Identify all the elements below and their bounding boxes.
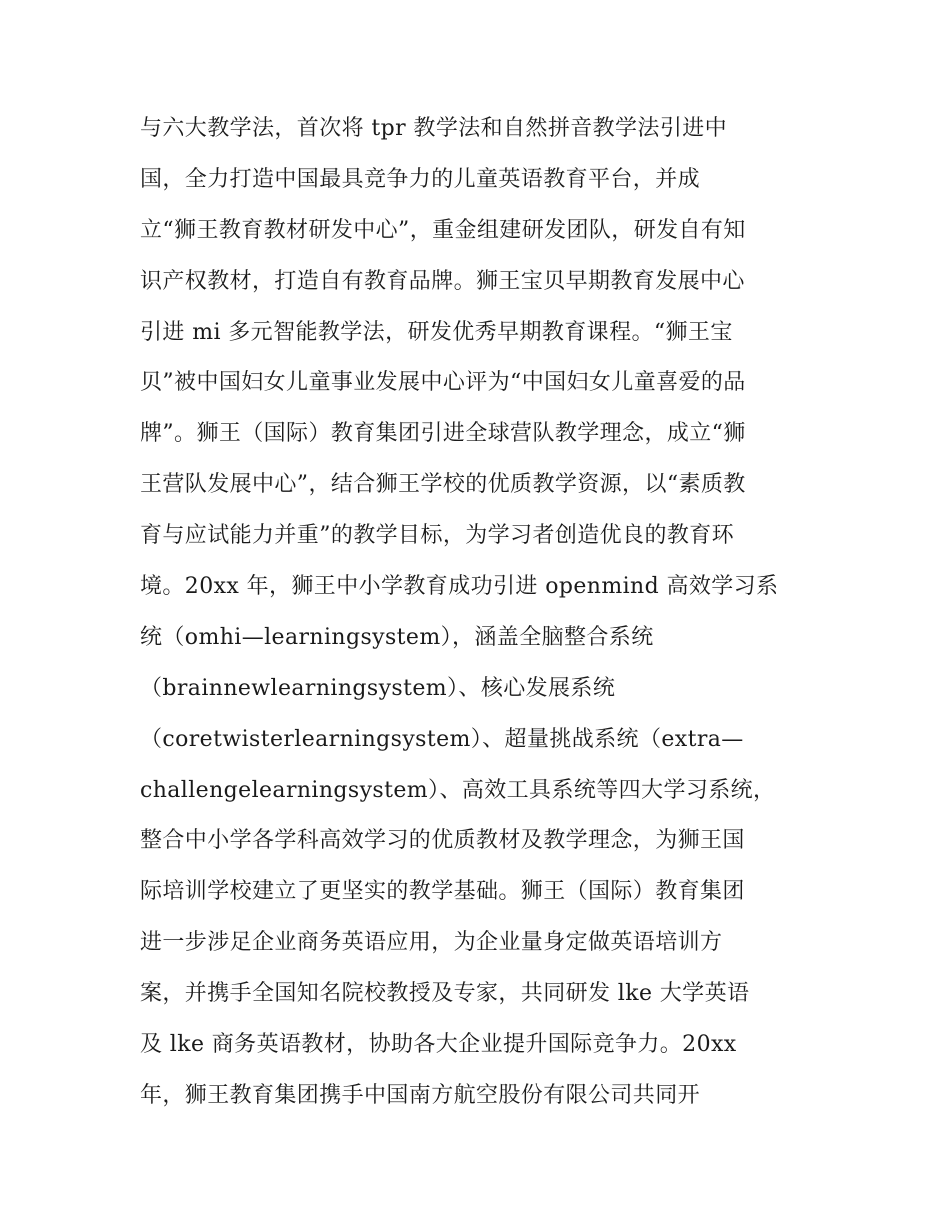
text-line: 案，并携手全国知名院校教授及专家，共同研发 lke 大学英语: [140, 981, 750, 1007]
text-line: 整合中小学各学科高效学习的优质教材及教学理念，为狮王国: [140, 828, 745, 854]
text-line: 贝”被中国妇女儿童事业发展中心评为“中国妇女儿童喜爱的品: [140, 370, 746, 396]
text-line: 进一步涉足企业商务英语应用，为企业量身定做英语培训方: [140, 930, 723, 956]
text-line: 与六大教学法，首次将 tpr 教学法和自然拼音教学法引进中: [140, 116, 728, 141]
text-line: 统（omhi—learningsystem），涵盖全脑整合系统: [140, 624, 654, 650]
text-line: challengelearningsystem）、高效工具系统等四大学习系统，: [140, 777, 776, 803]
text-line: 育与应试能力并重”的教学目标，为学习者创造优良的教育环: [140, 523, 735, 549]
body-paragraph: [140, 104, 820, 1122]
text-line: 识产权教材，打造自有教育品牌。狮王宝贝早期教育发展中心: [140, 268, 745, 294]
text-line: 及 lke 商务英语教材，协助各大企业提升国际竞争力。20xx: [140, 1032, 737, 1058]
text-line: 际培训学校建立了更坚实的教学基础。狮王（国际）教育集团: [140, 879, 745, 905]
text-line: 立“狮王教育教材研发中心”，重金组建研发团队，研发自有知: [140, 217, 746, 243]
text-line: 国，全力打造中国最具竞争力的儿童英语教育平台，并成: [140, 166, 701, 192]
text-line: 年，狮王教育集团携手中国南方航空股份有限公司共同开: [140, 1082, 701, 1108]
text-line: （coretwisterlearningsystem）、超量挑战系统（extra—: [140, 726, 744, 752]
text-line: 王营队发展中心”，结合狮王学校的优质教学资源，以“素质教: [140, 472, 746, 498]
text-line: 境。20xx 年，狮王中小学教育成功引进 openmind 高效学习系: [140, 574, 779, 600]
text-line: 牌”。狮王（国际）教育集团引进全球营队教学理念，成立“狮: [140, 421, 746, 447]
text-line: （brainnewlearningsystem）、核心发展系统: [140, 675, 616, 701]
text-line: 引进 mi 多元智能教学法，研发优秀早期教育课程。“狮王宝: [140, 319, 733, 345]
